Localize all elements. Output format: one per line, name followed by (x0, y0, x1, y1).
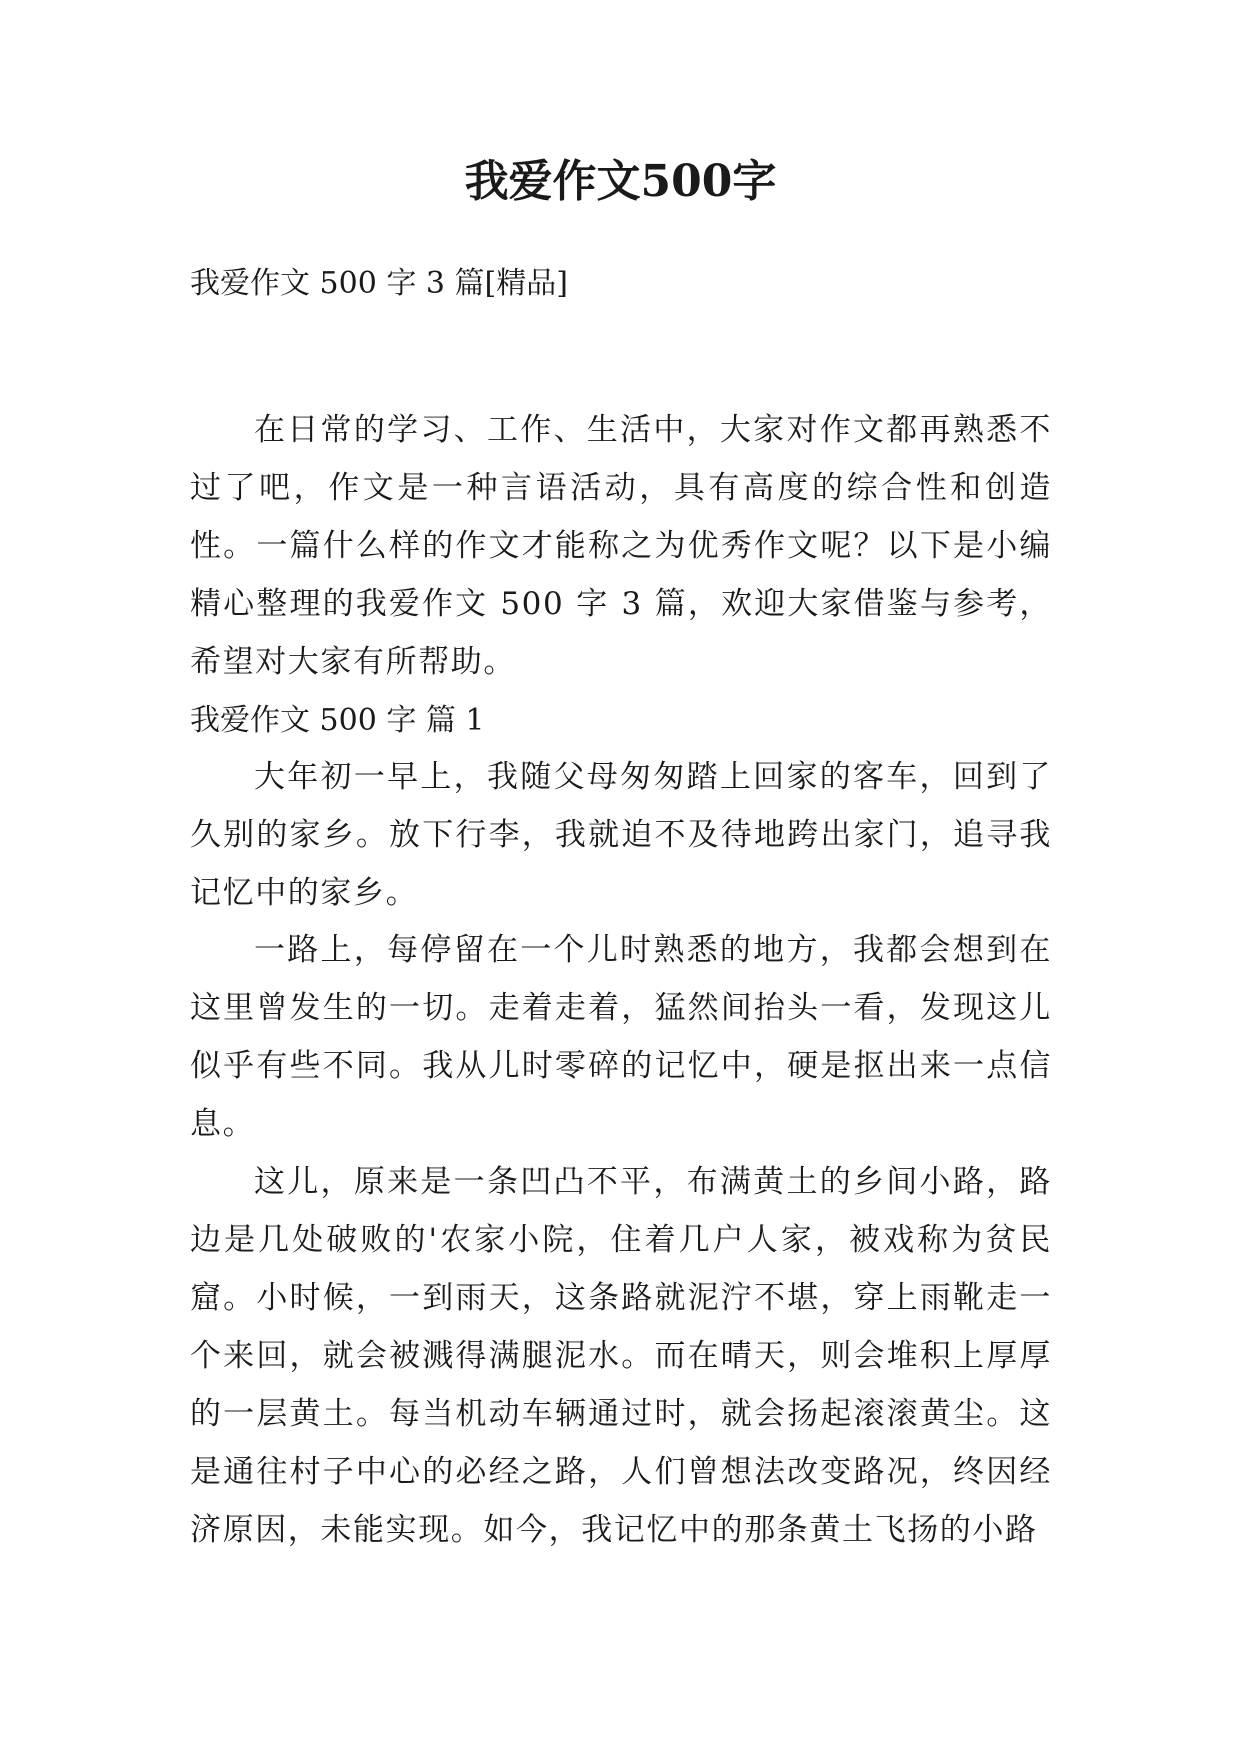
intro-paragraph: 在日常的学习、工作、生活中，大家对作文都再熟悉不过了吧，作文是一种言语活动，具有高度的综合性和创造性。一篇什么样的作文才能称之为优秀作文呢？以下是小编精心整理的我爱作文 500 字 3 篇，欢迎大家借鉴与参考，希望对大家有所帮助。 (190, 412, 1052, 680)
body-paragraph: 一路上，每停留在一个儿时熟悉的地方，我都会想到在这里曾发生的一切。走着走着，猛然间抬头一看，发现这儿似乎有些不同。我从儿时零碎的记忆中，硬是抠出来一点信息。 (190, 932, 1052, 1142)
body-paragraph: 这儿，原来是一条凹凸不平，布满黄土的乡间小路，路边是几处破败的'农家小院，住着几户人家，被戏称为贫民窟。小时候，一到雨天，这条路就泥泞不堪，穿上雨靴走一个来回，就会被溅得满腿泥水。而在晴天，则会堆积上厚厚的一层黄土。每当机动车辆通过时，就会扬起滚滚黄尘。这是通往村子中心的必经之路，人们曾想法改变路况，终因经济原因，未能实现。如今，我记忆中的那条黄土飞扬的小路 (190, 1164, 1052, 1548)
document-subtitle: 我爱作文 500 字 3 篇[精品] (190, 266, 568, 301)
body-paragraph: 大年初一早上，我随父母匆匆踏上回家的客车，回到了久别的家乡。放下行李，我就迫不及待地跨出家门，追寻我记忆中的家乡。 (190, 759, 1052, 911)
section-heading: 我爱作文 500 字 篇 1 (190, 703, 485, 738)
document-title: 我爱作文500字 (464, 156, 777, 207)
